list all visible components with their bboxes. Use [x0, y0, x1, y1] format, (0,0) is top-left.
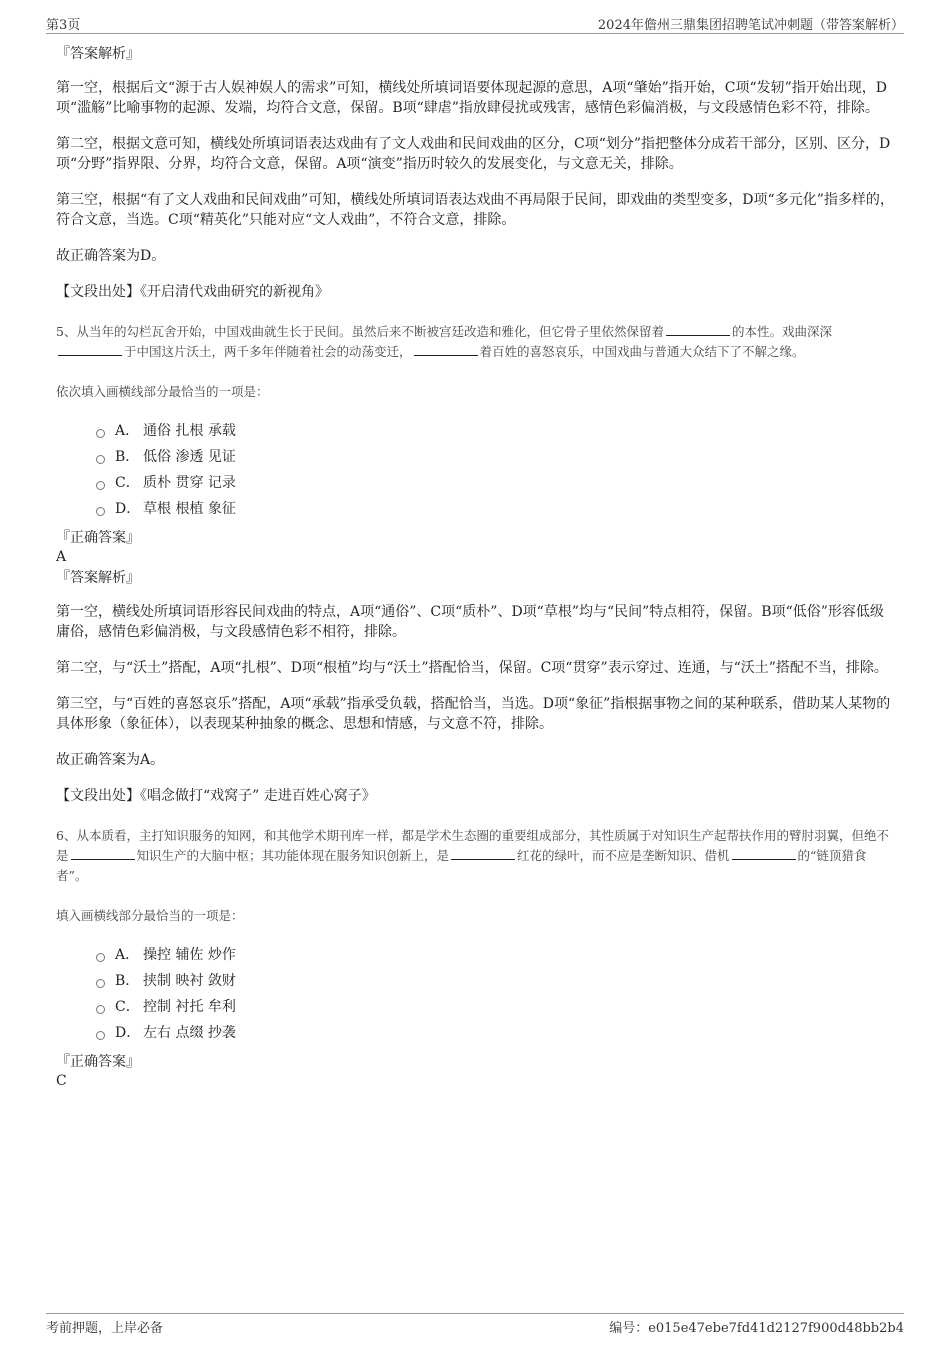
q5-option-a[interactable]: A． 通俗 扎根 承载 — [96, 418, 896, 444]
radio-icon[interactable] — [96, 1031, 105, 1040]
q4-analysis-label: 『答案解析』 — [56, 46, 140, 62]
q5-conclusion: 故正确答案为A。 — [56, 752, 165, 768]
document-title: 2024年儋州三鼎集团招聘笔试冲刺题（带答案解析） — [597, 18, 904, 33]
radio-icon[interactable] — [96, 1005, 105, 1014]
q5-option-d[interactable]: D． 草根 根植 象征 — [96, 496, 896, 522]
radio-icon[interactable] — [96, 979, 105, 988]
q4-analysis-para: 第一空，根据后文“源于古人娱神娱人的需求”可知，横线处所填词语要体现起源的意思，A项“肇始”指开始，C项“发轫”指开始出现，D项“滥觞”比喻事物的起源、发端，均符合文意，保留。B项“肆虐”指放肆侵扰或残害，感情色彩偏消极，与文段感情色彩不符，排除。 — [56, 80, 887, 116]
q6-options — [56, 942, 896, 1046]
fill-blank — [58, 344, 122, 356]
radio-icon[interactable] — [96, 953, 105, 962]
footer-slogan: 考前押题，上岸必备 — [46, 1321, 164, 1336]
q5-source: 【文段出处】《唱念做打“戏窝子” 走进百姓心窝子》 — [56, 788, 376, 804]
q6-answer: C — [56, 1073, 67, 1089]
page-header — [46, 14, 904, 34]
fill-blank — [71, 848, 135, 860]
q4-analysis-para: 第三空，根据“有了文人戏曲和民间戏曲”可知，横线处所填词语表达戏曲不再局限于民间，即戏曲的类型变多，D项“多元化”指多样的，符合文意，当选。C项“精英化”只能对应“文人戏曲”，不符合文意，排除。 — [56, 192, 894, 228]
q4-source: 【文段出处】《开启清代戏曲研究的新视角》 — [56, 284, 329, 300]
document-code: 编号：e015e47ebe7fd41d2127f900d48bb2b4 — [609, 1321, 904, 1336]
q5-analysis-para: 第二空，与“沃土”搭配，A项“扎根”、D项“根植”均与“沃土”搭配恰当，保留。C项“贯穿”表示穿过、连通，与“沃土”搭配不当，排除。 — [56, 660, 888, 676]
q4-conclusion: 故正确答案为D。 — [56, 248, 166, 264]
q5-analysis-para: 第一空，横线处所填词语形容民间戏曲的特点，A项“通俗”、C项“质朴”、D项“草根”均与“民间”特点相符，保留。B项“低俗”形容低级庸俗，感情色彩偏消极，与文段感情色彩不相符，排除。 — [56, 604, 884, 640]
q6-option-b[interactable]: B． 挟制 映衬 敛财 — [96, 968, 896, 994]
radio-icon[interactable] — [96, 429, 105, 438]
page-number: 第3页 — [46, 18, 81, 33]
q5-option-b[interactable]: B． 低俗 渗透 见证 — [96, 444, 896, 470]
fill-blank — [414, 344, 478, 356]
fill-blank — [451, 848, 515, 860]
page-footer — [46, 1313, 904, 1335]
radio-icon[interactable] — [96, 507, 105, 516]
q5-answer-label: 『正确答案』 — [56, 530, 140, 546]
q5-options — [56, 418, 896, 522]
fill-blank — [732, 848, 796, 860]
q5-stem: 5、从当年的勾栏瓦舍开始，中国戏曲就生长于民间。虽然后来不断被宫廷改造和雅化，但它骨子里依然保留着 的本性。戏曲深深于中国这片沃土，两千多年伴随着社会的动荡变迁， 着百姓的喜怒哀乐，中国戏曲与普通大众结下了不解之缘。 — [56, 324, 832, 359]
q5-option-c[interactable]: C． 质朴 贯穿 记录 — [96, 470, 896, 496]
q5-analysis-para: 第三空，与“百姓的喜怒哀乐”搭配，A项“承载”指承受负载，搭配恰当，当选。D项“象征”指根据事物之间的某种联系，借助某人某物的具体形象（象征体），以表现某种抽象的概念、思想和情感，与文意不符，排除。 — [56, 696, 891, 732]
fill-blank — [666, 324, 730, 336]
q6-option-a[interactable]: A． 操控 辅佐 炒作 — [96, 942, 896, 968]
page-content — [56, 44, 896, 1090]
q5-analysis-label: 『答案解析』 — [56, 570, 140, 586]
q5-ask: 依次填入画横线部分最恰当的一项是： — [56, 384, 269, 399]
q6-stem: 6、从本质看，主打知识服务的知网，和其他学术期刊库一样，都是学术生态圈的重要组成部分，其性质属于对知识生产起帮扶作用的臂肘羽翼，但绝不是 知识生产的大脑中枢；其功能体现在服务知识创新上，是 红花的绿叶，而不应是垄断知识、借机 的“链顶猎食者”。 — [56, 828, 889, 883]
radio-icon[interactable] — [96, 455, 105, 464]
q5-answer: A — [56, 549, 67, 565]
radio-icon[interactable] — [96, 481, 105, 490]
q6-ask: 填入画横线部分最恰当的一项是： — [56, 908, 244, 923]
q6-option-c[interactable]: C． 控制 衬托 牟利 — [96, 994, 896, 1020]
q4-analysis-para: 第二空，根据文意可知，横线处所填词语表达戏曲有了文人戏曲和民间戏曲的区分，C项“划分”指把整体分成若干部分，区别、区分，D项“分野”指界限、分界，均符合文意，保留。A项“演变”指历时较久的发展变化，与文意无关，排除。 — [56, 136, 891, 172]
q6-answer-label: 『正确答案』 — [56, 1054, 140, 1070]
q6-option-d[interactable]: D． 左右 点缀 抄袭 — [96, 1020, 896, 1046]
